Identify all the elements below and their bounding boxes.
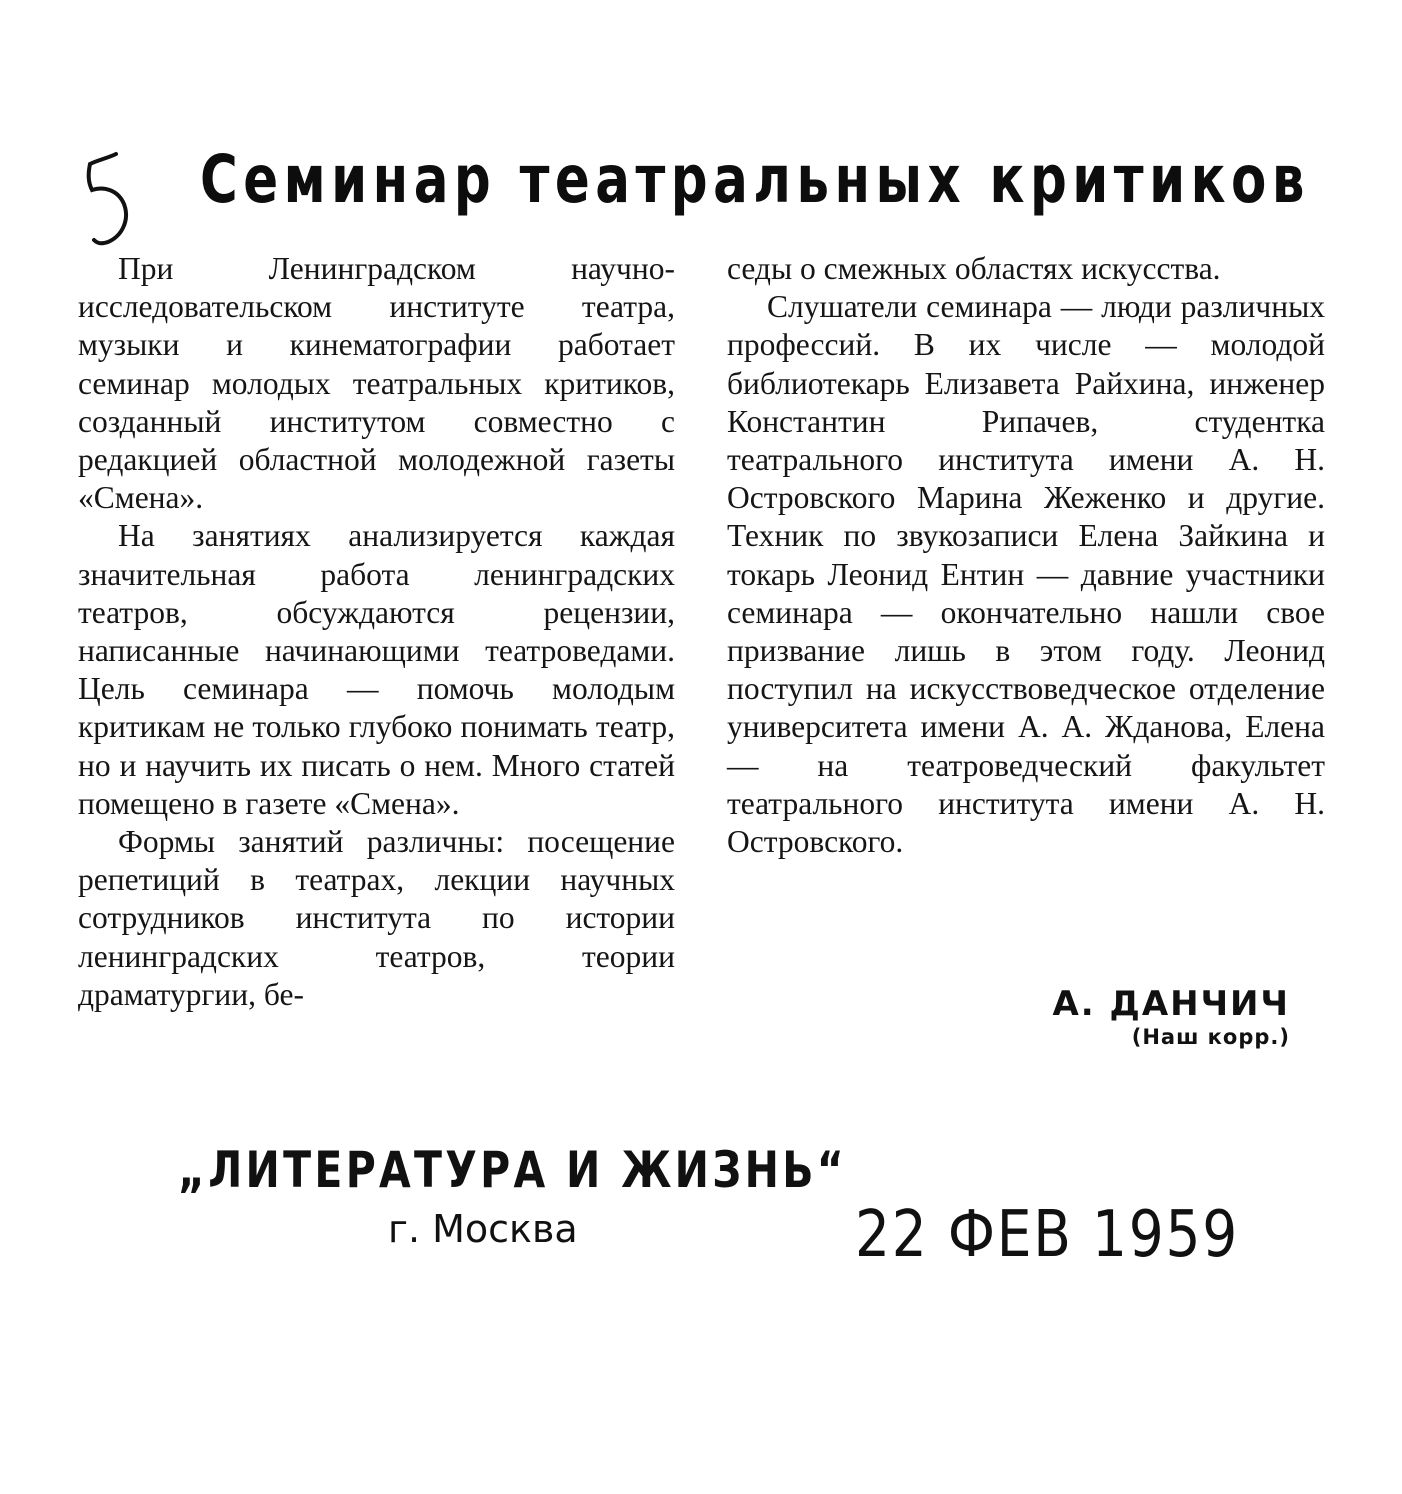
article-column-right [727,250,1325,861]
paragraph: Слушатели семинара — люди различных профессий. В их числе — молодой библиотекарь Елизавета Райхина, инженер Константин Рипачев, студентка театрального института имени А. Н. Островского Марина Жеженко и другие. Техник по звукозаписи Елена Зайкина и токарь Леонид Ентин — давние участники семинара — окончательно нашли свое призвание лишь в этом году. Леонид поступил на искусствоведческое отделение университета имени А. А. Жданова, Елена — на театроведческий факультет театрального института имени А. Н. Островского. [727,289,1325,860]
paragraph: Формы занятий различны: посещение репетиций в театрах, лекции научных сотрудников института по истории ленинградских театров, теории драматургии, бе- [78,824,675,1012]
paragraph: На занятиях анализируется каждая значительная работа ленинградских театров, обсуждаются рецензии, написанные начинающими театроведами. Цель семинара — помочь молодым критикам не только глубоко понимать театр, но и научить их писать о нем. Много статей помещено в газете «Смена». [78,518,675,821]
date-stamp: 22 ФЕВ 1959 [855,1198,1239,1272]
paragraph: седы о смежных областях искусства. [727,251,1221,286]
article-column-left [78,250,675,1014]
author-byline: А. ДАНЧИЧ [1052,984,1290,1024]
source-city-stamp: г. Москва [388,1207,578,1251]
author-note: (Наш корр.) [1131,1025,1290,1049]
article-headline: Семинар театральных критиков [200,141,1310,218]
source-newspaper-stamp: „ЛИТЕРАТУРА И ЖИЗНЬ“ [178,1141,848,1199]
paragraph: При Ленинградском научно-исследовательском институте театра, музыки и кинематографии работает семинар молодых театральных критиков, созданный институтом совместно с редакцией областной молодежной газеты «Смена». [78,251,675,516]
handwritten-5-icon [78,150,138,250]
